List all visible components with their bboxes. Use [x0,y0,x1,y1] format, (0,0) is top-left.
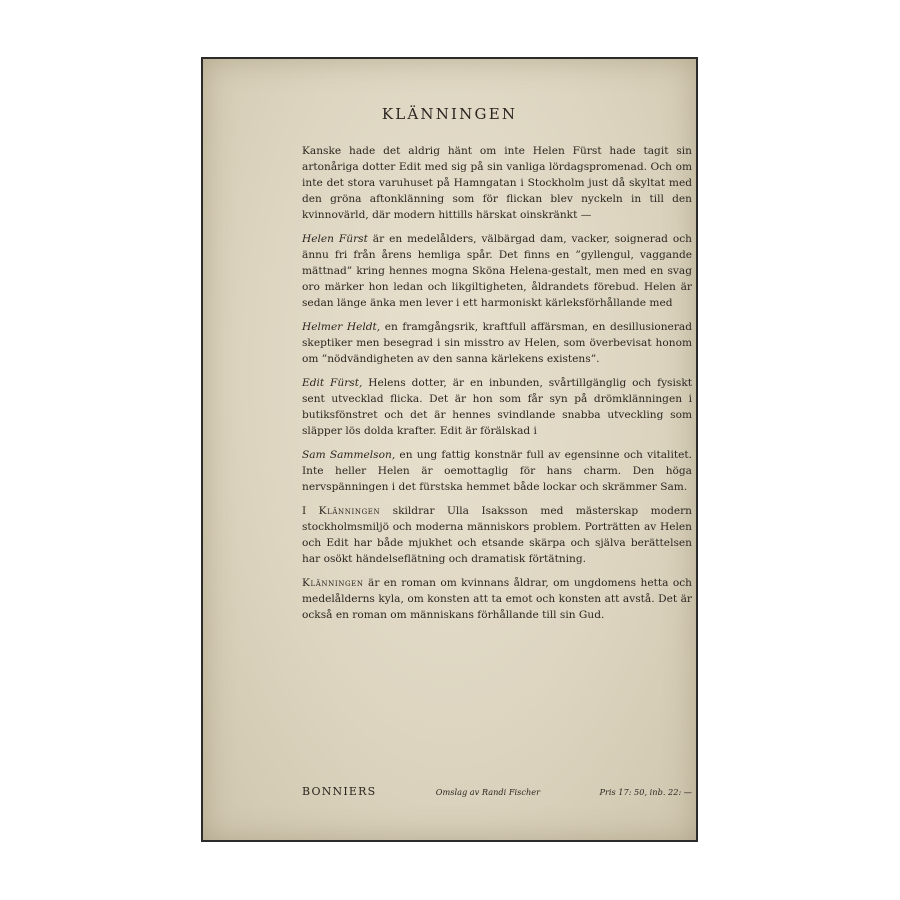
publisher-name: BONNIERS [302,785,377,798]
character-sam-paragraph [302,447,692,495]
character-description: en framgångsrik, kraftfull affärsman, en desillusionerad skeptiker men besegrad i sin misstro av Helen, som överbevisat honom om ”nödvändigheten av den sanna kärlekens existens”. [302,321,692,365]
blurb-text [302,143,692,631]
book-title-inline: Klänningen [318,505,381,517]
character-name: Helen Fürst [302,233,368,245]
book-title: KLÄNNINGEN [381,105,518,123]
character-name: Sam Sammelson, [302,449,396,461]
cover-credit: Omslag av Randi Fischer [435,787,541,797]
cover-footer [302,785,692,798]
paragraph-text: är en roman om kvinnans åldrar, om ungdomens hetta och medelålderns kyla, om konsten att ta emot och konsten att avstå. Det är också en roman om människans förhållande till sin Gud. [302,577,692,621]
book-back-cover [201,57,698,842]
character-description: en ung fattig konstnär full av egensinne och vitalitet. Inte heller Helen är oemottaglig för hans charm. Den höga nervspänningen i det fürstska hemmet både lockar och skrämmer Sam. [302,449,692,493]
character-name: Edit Fürst, [302,377,363,389]
intro-paragraph: Kanske hade det aldrig hänt om inte Helen Fürst hade tagit sin artonåriga dotter Edit med sig på sin vanliga lördagspromenad. Och om inte det stora varuhuset på Hamngatan i Stockholm just då skyltat med den gröna aftonklänning som för flickan blev nyckeln in till den kvinnovärld, där modern hittills härskat oinskränkt — [302,145,692,221]
summary-paragraph-1 [302,503,692,567]
book-title-inline: Klänningen [302,577,364,589]
character-helen-paragraph [302,231,692,311]
character-description: Helens dotter, är en inbunden, svårtillgänglig och fysiskt sent utvecklad flicka. Det är hon som får syn på drömklänningen i butiksfönstret och det är hennes svindlande snabba utveckling som släpper lös dolda krafter. Edit är förälskad i [302,377,692,437]
paragraph-prefix: I [302,505,319,517]
price-label: Pris 17: 50, inb. 22: — [599,787,692,797]
character-description: är en medelålders, välbärgad dam, vacker, soignerad och ännu fri från årens hemliga spår. Det finns en ”gyllengul, vaggande mättnad” kring hennes mogna Sköna Helena-gestalt, men med en svag oro märker hon ledan och likgiltigheten, åldrandets förebud. Helen är sedan länge änka men lever i ett harmoniskt kärleksförhållande med [302,233,692,309]
character-helmer-paragraph [302,319,692,367]
summary-paragraph-2 [302,575,692,623]
character-name: Helmer Heldt, [302,321,381,333]
character-edit-paragraph [302,375,692,439]
paragraph-text: skildrar Ulla Isaksson med mästerskap modern stockholmsmiljö och moderna människors problem. Porträtten av Helen och Edit har både mjukhet och etsande skärpa och själva berättelsen har osökt händelseflätning och dramatisk förtätning. [302,505,693,565]
